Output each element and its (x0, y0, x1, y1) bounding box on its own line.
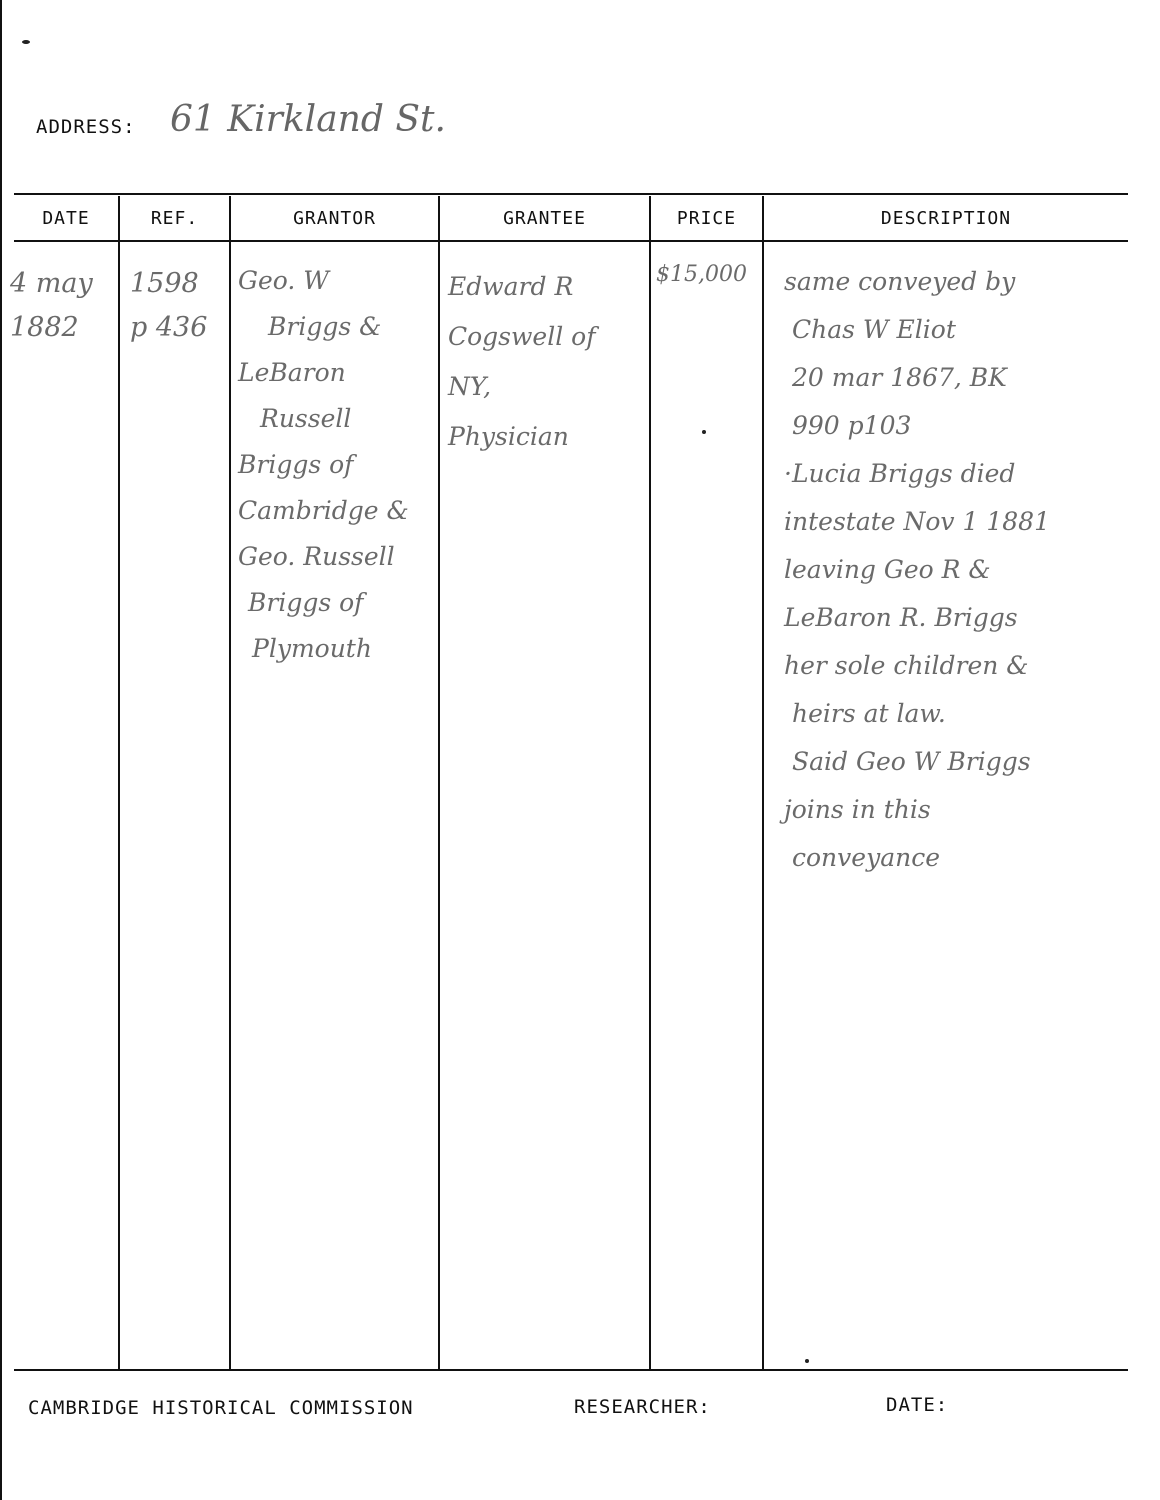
footer-researcher-label: RESEARCHER: (574, 1396, 711, 1418)
column-divider-grantor-grantee (438, 196, 440, 1370)
header-bottom-rule (14, 240, 1128, 242)
entry-description-line: leaving Geo R & (784, 555, 991, 584)
address-label: ADDRESS: (36, 116, 136, 138)
table-top-rule (14, 193, 1128, 195)
table-bottom-rule (14, 1369, 1128, 1371)
entry-grantor-line: Briggs & (268, 312, 382, 341)
entry-description-line: Said Geo W Briggs (792, 747, 1031, 776)
entry-grantee-line: NY, (448, 372, 492, 401)
entry-grantor-line: Geo. Russell (238, 542, 395, 571)
entry-description-line: conveyance (792, 843, 940, 872)
column-header-description: DESCRIPTION (880, 207, 1012, 229)
entry-date-line: 1882 (10, 312, 79, 343)
entry-ref (130, 262, 207, 350)
column-header-date: DATE (42, 207, 90, 229)
entry-ref-line: p 436 (130, 312, 208, 343)
footer-organization: CAMBRIDGE HISTORICAL COMMISSION (28, 1397, 414, 1419)
column-divider-grantee-price (649, 196, 651, 1370)
entry-description-line: heirs at law. (792, 699, 946, 728)
column-header-price: PRICE (676, 207, 737, 229)
entry-description-line: joins in this (784, 795, 931, 824)
entry-grantor-line: Cambridge & (238, 496, 409, 525)
entry-description-line: intestate Nov 1 1881 (784, 507, 1050, 536)
entry-grantee-line: Physician (448, 422, 569, 451)
stray-mark (22, 40, 30, 44)
entry-grantor (238, 258, 409, 672)
column-divider-price-description (762, 196, 764, 1370)
stray-mark (805, 1359, 809, 1363)
entry-description-line: Chas W Eliot (792, 315, 956, 344)
entry-price: $15,000 (656, 262, 747, 287)
entry-description-line: 20 mar 1867, BK (792, 363, 1007, 392)
entry-description-line: 990 p103 (792, 411, 912, 440)
entry-grantee-line: Cogswell of (448, 322, 596, 351)
entry-description (784, 258, 1050, 882)
column-divider-date-ref (118, 196, 120, 1370)
footer-date-label: DATE: (886, 1394, 949, 1416)
entry-grantor-line: Plymouth (252, 634, 372, 663)
address-value: 61 Kirkland St. (170, 99, 446, 140)
entry-description-line: same conveyed by (784, 267, 1016, 296)
entry-grantee (448, 262, 595, 462)
entry-date-line: 4 may (10, 268, 93, 299)
entry-grantor-line: Briggs of (238, 450, 354, 479)
entry-description-line: her sole children & (784, 651, 1029, 680)
entry-grantor-line: LeBaron (238, 358, 346, 387)
entry-date (10, 262, 93, 350)
column-header-grantor: GRANTOR (293, 207, 376, 229)
entry-description-line: LeBaron R. Briggs (784, 603, 1018, 632)
entry-grantor-line: Russell (260, 404, 352, 433)
stray-mark (702, 430, 706, 434)
column-divider-ref-grantor (229, 196, 231, 1370)
column-header-grantee: GRANTEE (503, 207, 586, 229)
entry-grantee-line: Edward R (448, 272, 574, 301)
column-header-ref: REF. (150, 207, 199, 229)
entry-grantor-line: Briggs of (248, 588, 364, 617)
entry-grantor-line: Geo. W (238, 266, 329, 295)
entry-ref-line: 1598 (130, 268, 199, 299)
entry-description-line: ·Lucia Briggs died (784, 459, 1016, 488)
